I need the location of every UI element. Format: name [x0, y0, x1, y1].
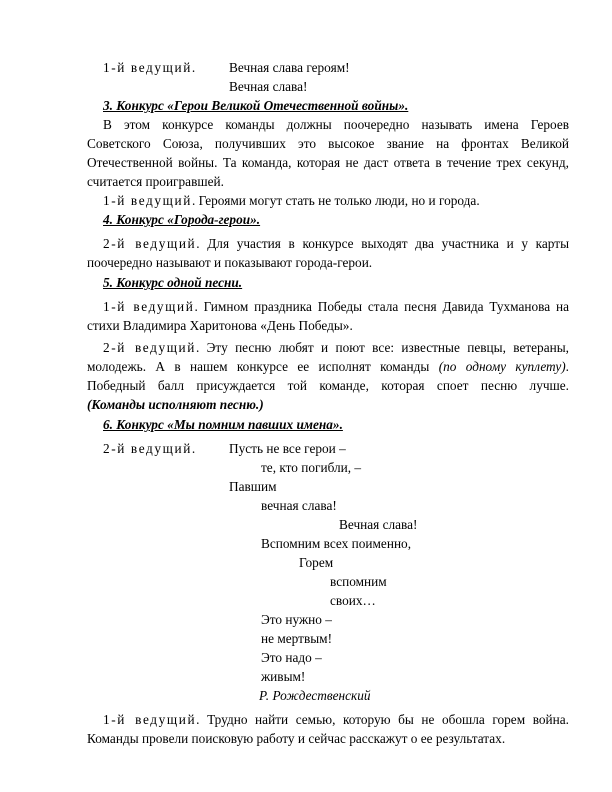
paragraph-text: молодежь. А в нашем конкурсе ее исполнят команды [87, 359, 430, 374]
poem-line: вспомним [330, 574, 387, 589]
poem-line: вечная слава! [261, 498, 337, 513]
paragraph-line: Советского Союза, получивших это высокое звание на фронтах Великой [87, 136, 569, 151]
poem-line: Это нужно – [261, 612, 332, 627]
poem-line: Пусть не все герои – [229, 441, 346, 456]
paragraph-line: Победный балл присуждается той команде, которая споет песню лучше. [87, 378, 569, 393]
section-heading: 3. Конкурс «Герои Великой Отечественной войны». [103, 98, 409, 113]
dialogue-text: . Гимном праздника Победы стала песня Давида Тухманова на [194, 299, 569, 314]
paragraph-text: . [565, 359, 569, 374]
speaker-label: 2-й ведущий [103, 340, 196, 355]
paragraph-line: считается проигравшей. [87, 174, 224, 189]
speaker-label: 2-й ведущий [103, 236, 197, 251]
paragraph-line [103, 193, 480, 208]
speaker-label: 1-й ведущий [103, 193, 192, 208]
dialogue-text: Вечная слава героям! [229, 60, 350, 75]
paragraph-line: стихи Владимира Харитонова «День Победы». [87, 318, 353, 333]
poem-line: Это надо – [261, 650, 322, 665]
paragraph-line: Команды провели поисковую работу и сейчас расскажут о ее результатах. [87, 731, 506, 746]
section-heading: 5. Конкурс одной песни. [103, 275, 243, 290]
poem-line: Павшим [229, 479, 277, 494]
paragraph-line [103, 236, 569, 251]
paragraph-line [103, 340, 569, 355]
stage-direction: (по одному куплету) [438, 359, 566, 374]
paragraph-line: поочередно называют и показывают города-герои. [87, 255, 373, 270]
dialogue-text: . Трудно найти семью, которую бы не обошла горем война. [196, 712, 569, 727]
dialogue-text: . Для участия в конкурсе выходят два участника и у карты [196, 236, 570, 251]
stage-direction: (Команды исполняют песню.) [87, 397, 264, 412]
poem-author: Р. Рождественский [259, 688, 371, 703]
speaker-label: 1-й ведущий. [103, 60, 197, 75]
poem-line: не мертвым! [261, 631, 332, 646]
paragraph-line: Отечественной войны. Та команда, которая не даст ответа в течение трех секунд, [87, 155, 569, 170]
poem-line: своих… [330, 593, 376, 608]
section-heading: 4. Конкурс «Города-герои». [103, 212, 261, 227]
section-heading: 6. Конкурс «Мы помним павших имена». [103, 417, 343, 432]
poem-line: Вспомним всех поименно, [261, 536, 412, 551]
poem-line: те, кто погибли, – [261, 460, 362, 475]
poem-line: Горем [299, 555, 334, 570]
poem-line: Вечная слава! [339, 517, 418, 532]
paragraph-line [87, 359, 569, 374]
poem-line: живым! [261, 669, 306, 684]
paragraph-line [103, 712, 569, 727]
paragraph-line [103, 299, 569, 314]
speaker-label: 1-й ведущий [103, 712, 197, 727]
dialogue-text: Вечная слава! [229, 79, 308, 94]
speaker-label: 1-й ведущий [103, 299, 195, 314]
paragraph-line: В этом конкурсе команды должны поочередно называть имена Героев [103, 117, 569, 132]
dialogue-text: . Героями могут стать не только люди, но и города. [191, 193, 480, 208]
dialogue-text: . Эту песню любят и поют все: известные певцы, ветераны, [195, 340, 569, 355]
speaker-label: 2-й ведущий. [103, 441, 197, 456]
